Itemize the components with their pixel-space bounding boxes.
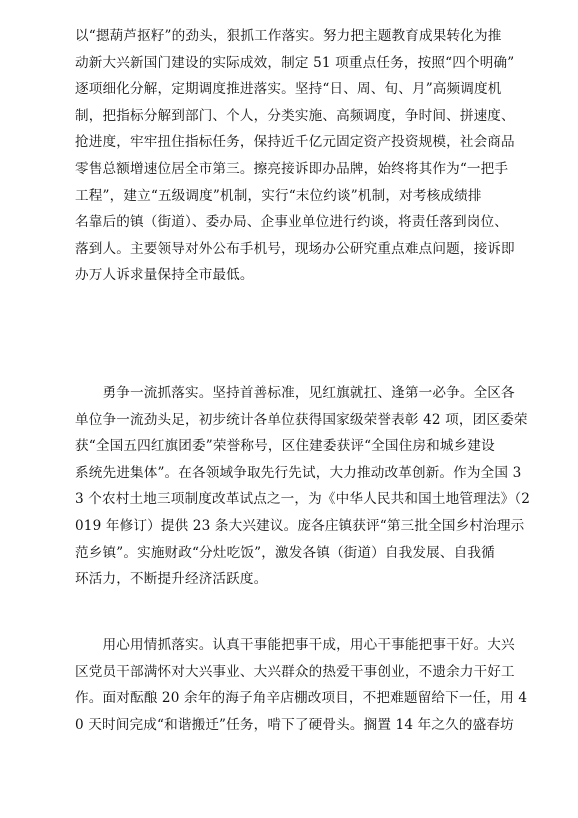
text-line: 办万人诉求量保持全市最低。	[75, 267, 254, 284]
text-line: 逐项细化分解，定期调度推进落实。坚持“日、周、旬、月”高频调度机	[75, 81, 502, 98]
text-line: 3 个农村土地三项制度改革试点之一，为《中华人民共和国土地管理法》（2	[75, 491, 531, 508]
text-line: 获“全国五四红旗团委”荣誉称号，区住建委获评“全国住房和城乡建设	[75, 438, 495, 455]
text-line: 零售总额增速位居全市第三。擦亮接诉即办品牌，始终将其作为“一把手	[75, 160, 509, 177]
text-line: 区党员干部满怀对大兴事业、大兴群众的热爱干事创业，不遗余力干好工	[75, 663, 515, 680]
text-line: 动新大兴新国门建设的实际成效，制定 51 项重点任务，按照“四个明确”	[75, 54, 515, 71]
text-line: 抢进度，牢牢扭住指标任务，保持近千亿元固定资产投资规模，社会商品	[75, 134, 515, 151]
text-line: 019 年修订）提供 23 条大兴建议。庞各庄镇获评“第三批全国乡村治理示	[75, 517, 525, 534]
text-line: 以“摁葫芦抠籽”的劲头，狠抓工作落实。努力把主题教育成果转化为推	[75, 28, 502, 44]
text-line: 系统先进集体”。在各领域争取先行先试，大力推动改革创新。作为全国 3	[75, 464, 522, 481]
text-line: 范乡镇”。实施财政“分灶吃饭”，激发各镇（街道）自我发展、自我循	[75, 544, 495, 561]
paragraph-work-implementation	[75, 23, 515, 289]
text-line: 用心用情抓落实。认真干事能把事干成，用心干事能把事干好。大兴	[75, 637, 515, 653]
text-line: 环活力，不断提升经济活跃度。	[75, 571, 268, 588]
text-line: 工程”，建立“五级调度”机制，实行“末位约谈”机制，对考核成绩排	[75, 187, 482, 204]
text-line: 落到人。主要领导对外公布手机号，现场办公研究重点难点问题，接诉即	[75, 240, 515, 257]
text-line: 勇争一流抓落实。坚持首善标准，见红旗就扛、逢第一必争。全区各	[75, 385, 515, 401]
text-line: 名靠后的镇（街道）、委办局、企事业单位进行约谈，将责任落到岗位、	[75, 214, 508, 231]
paragraph-with-heart	[75, 632, 528, 738]
paragraph-strive-first-class	[75, 380, 531, 593]
text-line: 0 天时间完成“和谐搬迁”任务，啃下了硬骨头。搁置 14 年之久的盛春坊	[75, 716, 514, 733]
text-line: 单位争一流劲头足，初步统计各单位获得国家级荣誉表彰 42 项，团区委荣	[75, 411, 528, 428]
text-line: 作。面对酝酿 20 余年的海子角辛店棚改项目，不把难题留给下一任，用 4	[75, 690, 528, 707]
text-line: 制，把指标分解到部门、个人，分类实施、高频调度，争时间、拼速度、	[75, 107, 515, 124]
